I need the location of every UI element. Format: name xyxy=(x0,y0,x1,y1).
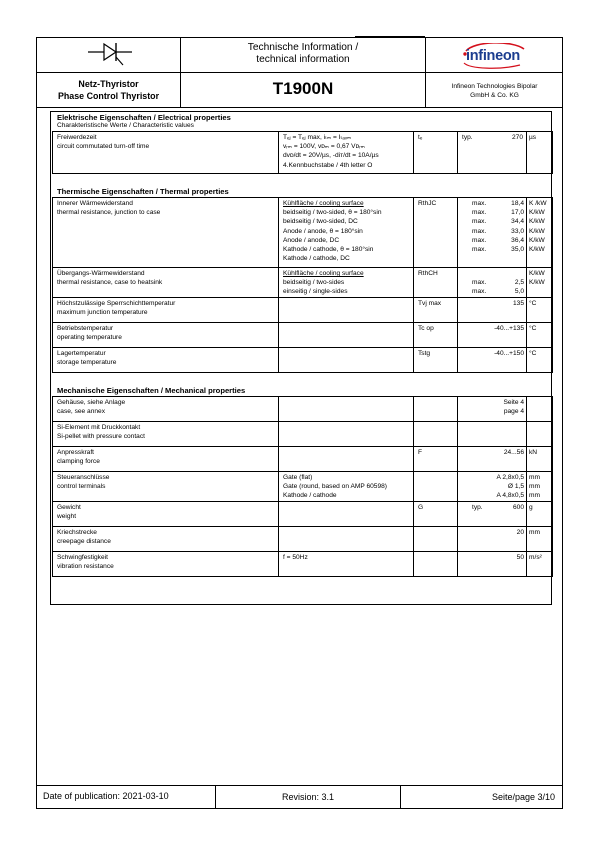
param-cell xyxy=(53,527,279,552)
unit-cell xyxy=(527,472,553,502)
unit-cell: µs xyxy=(527,132,553,174)
value-cell xyxy=(458,422,527,447)
unit: K/kW xyxy=(529,236,545,244)
qualifier: typ. xyxy=(472,504,483,511)
symbol-cell xyxy=(414,422,458,447)
qualifier: max. xyxy=(472,200,487,207)
param-de: Gehäuse, siehe Anlage xyxy=(57,399,126,406)
param-de: Steueranschlüsse xyxy=(57,474,110,481)
unit: K /kW xyxy=(529,200,547,207)
condition-cell: f = 50Hz xyxy=(279,552,414,577)
cond-line-4: 4.Kennbuchstabe / 4th letter O xyxy=(283,161,373,169)
symbol-cell xyxy=(414,472,458,502)
value: 2,5 xyxy=(514,279,524,287)
cond-line: beidseitig / two-sided, θ = 180°sin xyxy=(283,209,382,217)
qualifier: typ. xyxy=(462,134,473,141)
param-de: Anpresskraft xyxy=(57,449,95,456)
param-de: Höchstzulässige Sperrschichttemperatur xyxy=(57,299,176,307)
param-en: thermal resistance, junction to case xyxy=(57,209,161,217)
value-cell xyxy=(458,132,527,174)
symbol-cell: Tvj max xyxy=(414,297,458,322)
logo-text: infineon xyxy=(466,48,520,64)
value: 33,0 xyxy=(511,227,524,235)
unit-cell: g xyxy=(527,502,553,527)
unit: K/kW xyxy=(529,279,545,287)
value: Ø 1,5 xyxy=(507,483,524,491)
company-name xyxy=(426,82,563,100)
mechanical-table xyxy=(52,396,553,577)
param-en: maximum junction temperature xyxy=(57,308,148,316)
footer-divider xyxy=(36,785,563,786)
param-en: vibration resistance xyxy=(57,563,114,571)
cond-line: beidseitig / two-sided, DC xyxy=(283,218,358,226)
unit-cell: mm xyxy=(527,527,553,552)
table-row xyxy=(53,198,553,268)
unit: K/kW xyxy=(529,218,545,226)
electrical-heading: Elektrische Eigenschaften / Electrical properties xyxy=(57,113,231,122)
param-de: Kriechstrecke xyxy=(57,529,97,536)
cond-line: Kühlfläche / cooling surface xyxy=(283,270,364,277)
cond-line: Kühlfläche / cooling surface xyxy=(283,200,364,207)
symbol-cell: G xyxy=(414,502,458,527)
product-type-de: Netz-Thyristor xyxy=(78,79,139,89)
param-cell xyxy=(53,268,279,298)
table-row xyxy=(53,268,553,298)
unit-cell: m/s² xyxy=(527,552,553,577)
table-row xyxy=(53,322,553,347)
table-row xyxy=(53,132,553,174)
qualifier: max. xyxy=(472,209,487,217)
param-en: circuit commutated turn-off time xyxy=(57,143,150,151)
value: 5,0 xyxy=(514,288,524,296)
cond-line: Anode / anode, θ = 180°sin xyxy=(283,227,363,235)
unit-cell xyxy=(527,198,553,268)
param-cell xyxy=(53,472,279,502)
value: 600 xyxy=(512,504,524,511)
value-cell: 20 xyxy=(458,527,527,552)
param-en: weight xyxy=(57,513,77,521)
condition-cell xyxy=(279,397,414,422)
table-row xyxy=(53,502,553,527)
value-cell xyxy=(458,472,527,502)
value-cell xyxy=(458,397,527,422)
value: 18,4 xyxy=(511,200,524,207)
product-type xyxy=(37,78,180,102)
param-en: Si-pellet with pressure contact xyxy=(57,433,145,441)
param-en: storage temperature xyxy=(57,358,117,366)
qualifier: max. xyxy=(472,227,487,235)
param-cell xyxy=(53,397,279,422)
symbol-cell: RthCH xyxy=(414,268,458,298)
unit: K/kW xyxy=(529,270,545,277)
symbol-cell xyxy=(414,397,458,422)
cond-line: beidseitig / two-sides xyxy=(283,279,345,287)
infineon-logo xyxy=(460,43,530,69)
condition-cell xyxy=(279,527,414,552)
doc-title-en: technical information xyxy=(256,54,350,65)
cond-line: Kathode / cathode xyxy=(283,492,337,500)
cond-line: Gate (flat) xyxy=(283,474,313,481)
unit: mm xyxy=(529,492,540,500)
qualifier: max. xyxy=(472,279,487,287)
value-cell xyxy=(458,502,527,527)
header-divider xyxy=(36,72,563,73)
electrical-subheading: Charakteristische Werte / Characteristic values xyxy=(57,122,194,129)
qualifier: max. xyxy=(472,218,487,226)
qualifier: max. xyxy=(472,236,487,244)
value: 36,4 xyxy=(511,236,524,244)
symbol-cell xyxy=(414,552,458,577)
symbol-cell: Tc op xyxy=(414,322,458,347)
value-cell: 135 xyxy=(458,297,527,322)
page-number: Seite/page 3/10 xyxy=(491,792,555,802)
param-cell xyxy=(53,297,279,322)
condition-cell xyxy=(279,347,414,372)
param-de: Si-Element mit Druckkontakt xyxy=(57,424,141,431)
value-cell: 50 xyxy=(458,552,527,577)
unit: mm xyxy=(529,474,540,481)
table-row xyxy=(53,552,553,577)
table-row xyxy=(53,397,553,422)
condition-cell xyxy=(279,422,414,447)
value: 34,4 xyxy=(511,218,524,226)
value-cell: -40...+150 xyxy=(458,347,527,372)
qualifier: max. xyxy=(472,246,487,254)
param-en: operating temperature xyxy=(57,333,122,341)
value: page 4 xyxy=(503,408,524,416)
table-row xyxy=(53,527,553,552)
company-line-2: GmbH & Co. KG xyxy=(470,92,519,99)
param-en: creepage distance xyxy=(57,538,111,546)
value: 270 xyxy=(511,134,523,141)
param-de: Schwingfestigkeit xyxy=(57,554,108,561)
table-row xyxy=(53,447,553,472)
param-en: control terminals xyxy=(57,483,106,491)
condition-cell xyxy=(279,268,414,298)
param-de: Freiwerdezeit xyxy=(57,134,97,141)
param-en: case, see annex xyxy=(57,408,106,416)
table-row xyxy=(53,422,553,447)
param-cell xyxy=(53,322,279,347)
param-cell xyxy=(53,552,279,577)
thermal-heading: Thermische Eigenschaften / Thermal properties xyxy=(57,187,229,196)
symbol-cell xyxy=(414,527,458,552)
unit-cell: kN xyxy=(527,447,553,472)
param-de: Innerer Wärmewiderstand xyxy=(57,200,133,207)
condition-cell xyxy=(279,502,414,527)
cond-line: Anode / anode, DC xyxy=(283,236,340,244)
param-cell xyxy=(53,347,279,372)
electrical-table xyxy=(52,131,553,174)
cond-line: Kathode / cathode, θ = 180°sin xyxy=(283,246,374,254)
value: Seite 4 xyxy=(503,399,524,406)
param-cell xyxy=(53,447,279,472)
value-cell: 24...56 xyxy=(458,447,527,472)
param-en: clamping force xyxy=(57,458,100,466)
symbol-cell: RthJC xyxy=(414,198,458,268)
value: 35,0 xyxy=(511,246,524,254)
param-de: Gewicht xyxy=(57,504,81,511)
symbol-cell: Tstg xyxy=(414,347,458,372)
mechanical-heading: Mechanische Eigenschaften / Mechanical properties xyxy=(57,386,246,395)
cond-line-3: dvᴅ/dt = 20V/µs, -diᴛ/dt = 10A/µs xyxy=(283,152,379,160)
param-en: thermal resistance, case to heatsink xyxy=(57,279,163,287)
unit-cell: °C xyxy=(527,297,553,322)
thyristor-symbol-icon xyxy=(88,41,132,67)
unit-cell xyxy=(527,397,553,422)
param-de: Lagertemperatur xyxy=(57,349,106,357)
unit-cell: °C xyxy=(527,347,553,372)
condition-cell xyxy=(279,322,414,347)
value-cell xyxy=(458,198,527,268)
value: A 2,8x0,5 xyxy=(496,474,524,481)
param-cell xyxy=(53,198,279,268)
company-line-1: Infineon Technologies Bipolar xyxy=(451,83,538,90)
header-bottom xyxy=(36,107,563,108)
condition-cell xyxy=(279,132,414,174)
publication-date: Date of publication: 2021-03-10 xyxy=(43,791,169,801)
revision: Revision: 3.1 xyxy=(281,792,335,802)
condition-cell xyxy=(279,447,414,472)
condition-cell xyxy=(279,297,414,322)
cond-line: einseitig / single-sides xyxy=(283,288,348,296)
cond-line-2: vᵣₘ = 100V, vᴅₘ = 0,67 Vᴅᵣₘ xyxy=(283,143,365,151)
cond-line: Gate (round, based on AMP 60598) xyxy=(283,483,387,491)
value: A 4,8x0,5 xyxy=(496,492,524,500)
condition-cell xyxy=(279,472,414,502)
value-cell xyxy=(458,268,527,298)
qualifier: max. xyxy=(472,288,487,296)
footer-vline-2 xyxy=(400,785,401,809)
unit-cell: °C xyxy=(527,322,553,347)
param-de: Übergangs-Wärmewiderstand xyxy=(57,270,145,277)
param-de: Betriebstemperatur xyxy=(57,324,114,332)
param-cell xyxy=(53,502,279,527)
unit-cell xyxy=(527,268,553,298)
doc-title-de: Technische Information / xyxy=(247,42,359,53)
cond-line-1: Tₑⱼ = Tₑⱼ max, iₜₘ = Iₜₐᵥₘ xyxy=(283,134,352,141)
condition-cell xyxy=(279,198,414,268)
unit: K/kW xyxy=(529,227,545,235)
symbol-cell: tₑ xyxy=(414,132,458,174)
symbol-cell: F xyxy=(414,447,458,472)
value: 17,0 xyxy=(511,209,524,217)
unit-cell xyxy=(527,422,553,447)
thermal-table xyxy=(52,197,553,373)
doc-title xyxy=(181,42,425,66)
table-row xyxy=(53,347,553,372)
product-type-en: Phase Control Thyristor xyxy=(57,91,160,101)
param-cell xyxy=(53,422,279,447)
unit: mm xyxy=(529,483,540,491)
cond-line: Kathode / cathode, DC xyxy=(283,255,350,263)
table-row xyxy=(53,472,553,502)
unit: K/kW xyxy=(529,246,545,254)
part-number: T1900N xyxy=(272,79,334,98)
table-row xyxy=(53,297,553,322)
unit: K/kW xyxy=(529,209,545,217)
value-cell: -40...+135 xyxy=(458,322,527,347)
param-cell xyxy=(53,132,279,174)
header-top-accent xyxy=(355,36,425,37)
